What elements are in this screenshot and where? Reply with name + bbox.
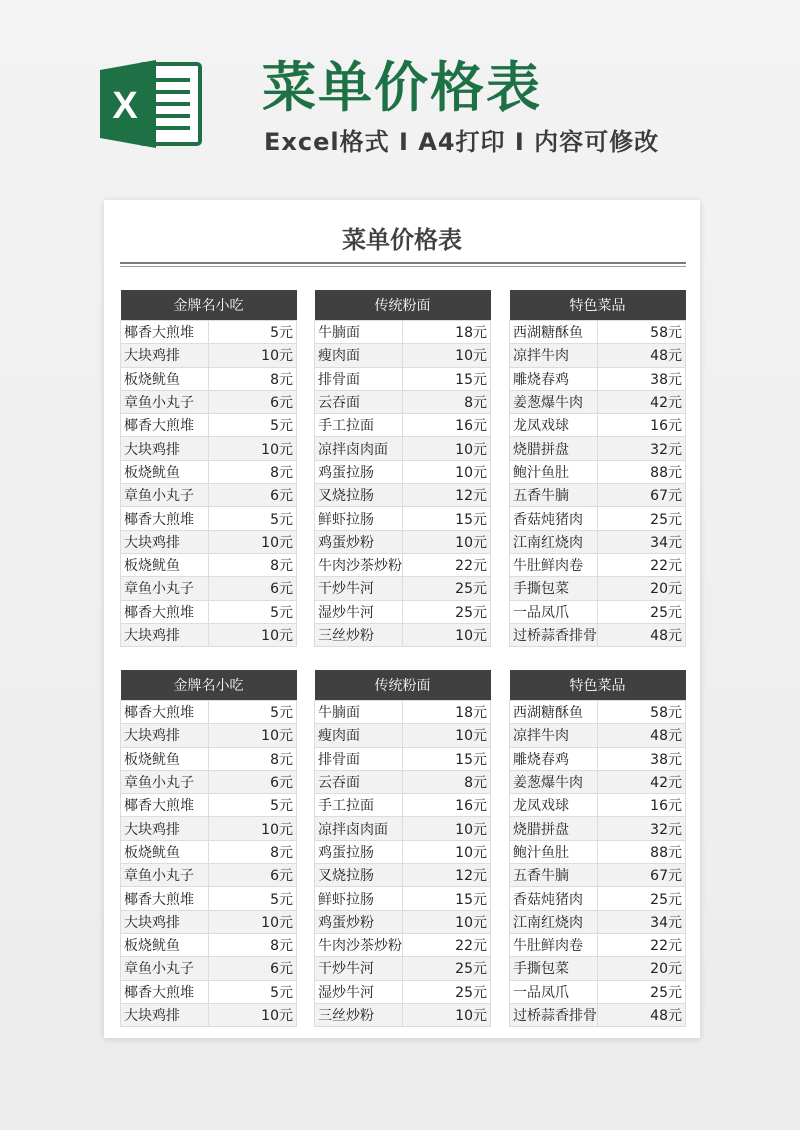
dish-price: 5元 [209,701,297,724]
dish-price: 16元 [403,794,491,817]
table-row [121,577,297,600]
dish-price: 25元 [598,887,686,910]
dish-price: 16元 [598,794,686,817]
dish-price: 10元 [209,910,297,933]
dish-price: 6元 [209,770,297,793]
table-row [510,887,686,910]
dish-price: 10元 [403,1003,491,1026]
table-row [510,957,686,980]
dish-price: 15元 [403,367,491,390]
dish-price: 18元 [403,321,491,344]
dish-price: 42元 [598,390,686,413]
title-divider [120,266,686,267]
table-header: 传统粉面 [315,290,491,321]
dish-name: 龙凤戏球 [510,414,598,437]
dish-name: 椰香大煎堆 [121,794,209,817]
dish-price: 10元 [403,910,491,933]
dish-name: 叉烧拉肠 [315,864,403,887]
dish-price: 32元 [598,437,686,460]
dish-name: 过桥蒜香排骨 [510,623,598,646]
table-row [510,484,686,507]
table-row [315,577,491,600]
dish-price: 25元 [403,957,491,980]
table-row [315,701,491,724]
dish-price: 20元 [598,957,686,980]
table-header: 金牌名小吃 [121,290,297,321]
dish-price: 10元 [403,530,491,553]
dish-name: 鲜虾拉肠 [315,507,403,530]
dish-name: 雕烧春鸡 [510,747,598,770]
dish-name: 龙凤戏球 [510,794,598,817]
table-row [121,600,297,623]
table-row [121,747,297,770]
title-divider [120,262,686,264]
table-row [315,747,491,770]
table-row [510,770,686,793]
dish-price: 15元 [403,747,491,770]
table-row [121,980,297,1003]
dish-price: 10元 [403,817,491,840]
page-title: 菜单价格表 [262,56,542,119]
dish-name: 章鱼小丸子 [121,484,209,507]
dish-name: 西湖糖酥鱼 [510,701,598,724]
table-row [510,437,686,460]
dish-price: 8元 [209,933,297,956]
table-row [510,553,686,576]
dish-price: 12元 [403,484,491,507]
document-sheet [104,200,700,1038]
dish-name: 大块鸡排 [121,817,209,840]
table-row [510,980,686,1003]
dish-price: 48元 [598,724,686,747]
dish-name: 江南红烧肉 [510,910,598,933]
document-title: 菜单价格表 [342,226,462,254]
dish-price: 10元 [403,840,491,863]
table-row [315,770,491,793]
dish-name: 五香牛腩 [510,864,598,887]
dish-name: 椰香大煎堆 [121,321,209,344]
dish-name: 姜葱爆牛肉 [510,770,598,793]
dish-price: 10元 [403,460,491,483]
dish-name: 过桥蒜香排骨 [510,1003,598,1026]
dish-price: 6元 [209,864,297,887]
menu-table [120,290,297,647]
table-row [510,933,686,956]
dish-price: 10元 [209,437,297,460]
dish-name: 五香牛腩 [510,484,598,507]
dish-price: 8元 [209,553,297,576]
table-row [121,887,297,910]
dish-name: 牛肚鲜肉卷 [510,933,598,956]
dish-price: 25元 [403,600,491,623]
table-row [315,390,491,413]
dish-price: 88元 [598,840,686,863]
table-row [315,957,491,980]
dish-price: 10元 [209,344,297,367]
dish-price: 16元 [598,414,686,437]
table-row [510,864,686,887]
table-row [121,794,297,817]
table-row [121,507,297,530]
table-row [121,437,297,460]
dish-price: 5元 [209,794,297,817]
dish-name: 一品凤爪 [510,980,598,1003]
table-row [315,864,491,887]
dish-price: 25元 [598,980,686,1003]
dish-name: 鸡蛋炒粉 [315,910,403,933]
dish-price: 67元 [598,864,686,887]
dish-name: 大块鸡排 [121,724,209,747]
dish-name: 大块鸡排 [121,530,209,553]
table-row [510,344,686,367]
dish-price: 67元 [598,484,686,507]
dish-name: 雕烧春鸡 [510,367,598,390]
table-row [121,460,297,483]
dish-name: 干炒牛河 [315,957,403,980]
dish-price: 22元 [598,933,686,956]
dish-name: 叉烧拉肠 [315,484,403,507]
dish-name: 瘦肉面 [315,724,403,747]
table-row [315,623,491,646]
menu-table [509,290,686,647]
dish-name: 椰香大煎堆 [121,980,209,1003]
dish-name: 板烧鱿鱼 [121,933,209,956]
dish-price: 18元 [403,701,491,724]
dish-price: 34元 [598,530,686,553]
dish-name: 姜葱爆牛肉 [510,390,598,413]
dish-price: 25元 [598,507,686,530]
dish-name: 章鱼小丸子 [121,957,209,980]
dish-name: 鸡蛋拉肠 [315,840,403,863]
dish-price: 10元 [209,724,297,747]
dish-name: 牛肉沙茶炒粉 [315,933,403,956]
table-row [315,437,491,460]
table-row [121,1003,297,1026]
dish-name: 香菇炖猪肉 [510,507,598,530]
dish-name: 大块鸡排 [121,910,209,933]
table-row [315,817,491,840]
dish-price: 5元 [209,507,297,530]
table-row [510,817,686,840]
dish-name: 章鱼小丸子 [121,390,209,413]
dish-name: 云吞面 [315,770,403,793]
page-subtitle: Excel格式 I A4打印 I 内容可修改 [264,128,660,156]
dish-price: 22元 [598,553,686,576]
dish-price: 10元 [209,817,297,840]
table-row [510,623,686,646]
table-row [121,623,297,646]
dish-price: 8元 [403,390,491,413]
dish-price: 22元 [403,553,491,576]
table-row [121,530,297,553]
dish-price: 48元 [598,623,686,646]
dish-price: 10元 [403,437,491,460]
table-row [510,910,686,933]
dish-price: 48元 [598,1003,686,1026]
dish-name: 椰香大煎堆 [121,701,209,724]
dish-price: 42元 [598,770,686,793]
table-row [121,390,297,413]
dish-price: 58元 [598,701,686,724]
table-row [510,840,686,863]
table-row [315,840,491,863]
dish-name: 手撕包菜 [510,577,598,600]
table-row [121,910,297,933]
table-row [510,507,686,530]
dish-price: 10元 [403,344,491,367]
table-row [510,724,686,747]
dish-price: 10元 [403,724,491,747]
dish-name: 椰香大煎堆 [121,414,209,437]
table-row [315,1003,491,1026]
dish-price: 5元 [209,321,297,344]
dish-name: 章鱼小丸子 [121,770,209,793]
menu-table [509,670,686,1027]
dish-name: 凉拌卤肉面 [315,817,403,840]
svg-text:X: X [112,85,138,127]
table-row [121,344,297,367]
dish-price: 10元 [403,623,491,646]
dish-price: 25元 [403,980,491,1003]
table-header: 金牌名小吃 [121,670,297,701]
table-row [315,484,491,507]
dish-name: 鸡蛋拉肠 [315,460,403,483]
table-row [315,321,491,344]
dish-name: 三丝炒粉 [315,623,403,646]
dish-price: 58元 [598,321,686,344]
table-row [121,770,297,793]
table-row [121,724,297,747]
dish-name: 排骨面 [315,367,403,390]
dish-name: 云吞面 [315,390,403,413]
dish-name: 板烧鱿鱼 [121,747,209,770]
dish-name: 湿炒牛河 [315,980,403,1003]
dish-price: 5元 [209,980,297,1003]
table-row [121,484,297,507]
dish-name: 椰香大煎堆 [121,507,209,530]
dish-price: 8元 [209,840,297,863]
dish-name: 牛肚鲜肉卷 [510,553,598,576]
table-row [510,367,686,390]
dish-name: 鲍汁鱼肚 [510,460,598,483]
dish-name: 鲍汁鱼肚 [510,840,598,863]
dish-name: 凉拌卤肉面 [315,437,403,460]
dish-price: 5元 [209,600,297,623]
table-row [510,747,686,770]
dish-name: 凉拌牛肉 [510,344,598,367]
table-row [510,530,686,553]
dish-price: 38元 [598,747,686,770]
dish-name: 板烧鱿鱼 [121,367,209,390]
dish-name: 鸡蛋炒粉 [315,530,403,553]
table-row [315,460,491,483]
dish-name: 干炒牛河 [315,577,403,600]
dish-name: 排骨面 [315,747,403,770]
dish-name: 板烧鱿鱼 [121,553,209,576]
dish-name: 江南红烧肉 [510,530,598,553]
dish-price: 25元 [403,577,491,600]
dish-price: 5元 [209,414,297,437]
dish-price: 15元 [403,887,491,910]
table-row [315,724,491,747]
table-header: 特色菜品 [510,290,686,321]
table-row [315,794,491,817]
table-row [121,817,297,840]
dish-price: 38元 [598,367,686,390]
table-header: 传统粉面 [315,670,491,701]
table-row [315,530,491,553]
table-row [510,390,686,413]
menu-table [314,670,491,1027]
dish-name: 章鱼小丸子 [121,577,209,600]
dish-name: 板烧鱿鱼 [121,840,209,863]
table-row [510,321,686,344]
dish-price: 10元 [209,1003,297,1026]
page-header [0,0,800,190]
table-row [121,864,297,887]
table-row [121,957,297,980]
table-row [510,1003,686,1026]
table-row [315,507,491,530]
table-row [121,553,297,576]
dish-price: 8元 [403,770,491,793]
dish-name: 牛腩面 [315,701,403,724]
dish-name: 凉拌牛肉 [510,724,598,747]
dish-name: 牛腩面 [315,321,403,344]
table-row [121,840,297,863]
table-row [510,794,686,817]
dish-name: 手工拉面 [315,794,403,817]
dish-name: 大块鸡排 [121,437,209,460]
dish-price: 10元 [209,623,297,646]
table-row [315,887,491,910]
dish-name: 椰香大煎堆 [121,887,209,910]
dish-price: 32元 [598,817,686,840]
dish-name: 椰香大煎堆 [121,600,209,623]
dish-name: 板烧鱿鱼 [121,460,209,483]
dish-price: 25元 [598,600,686,623]
dish-price: 8元 [209,747,297,770]
dish-price: 15元 [403,507,491,530]
table-row [315,910,491,933]
table-row [121,414,297,437]
dish-name: 烧腊拼盘 [510,437,598,460]
dish-price: 5元 [209,887,297,910]
menu-table [314,290,491,647]
table-row [121,367,297,390]
dish-price: 20元 [598,577,686,600]
table-row [315,600,491,623]
dish-name: 章鱼小丸子 [121,864,209,887]
excel-logo-icon [100,58,210,150]
table-row [121,933,297,956]
dish-price: 6元 [209,484,297,507]
table-row [510,701,686,724]
dish-name: 一品凤爪 [510,600,598,623]
dish-price: 6元 [209,577,297,600]
table-row [510,577,686,600]
dish-price: 6元 [209,390,297,413]
table-row [121,321,297,344]
dish-name: 烧腊拼盘 [510,817,598,840]
table-row [315,367,491,390]
dish-name: 牛肉沙茶炒粉 [315,553,403,576]
dish-name: 大块鸡排 [121,1003,209,1026]
table-row [510,600,686,623]
menu-table [120,670,297,1027]
table-row [315,344,491,367]
table-row [510,414,686,437]
dish-name: 大块鸡排 [121,623,209,646]
table-row [315,414,491,437]
dish-price: 88元 [598,460,686,483]
dish-price: 22元 [403,933,491,956]
dish-price: 8元 [209,367,297,390]
dish-price: 16元 [403,414,491,437]
dish-price: 34元 [598,910,686,933]
table-row [315,553,491,576]
dish-name: 香菇炖猪肉 [510,887,598,910]
dish-name: 鲜虾拉肠 [315,887,403,910]
dish-price: 8元 [209,460,297,483]
table-row [315,980,491,1003]
dish-price: 48元 [598,344,686,367]
dish-name: 大块鸡排 [121,344,209,367]
dish-price: 10元 [209,530,297,553]
dish-name: 三丝炒粉 [315,1003,403,1026]
dish-price: 6元 [209,957,297,980]
dish-name: 湿炒牛河 [315,600,403,623]
table-row [121,701,297,724]
table-row [315,933,491,956]
dish-name: 西湖糖酥鱼 [510,321,598,344]
dish-price: 12元 [403,864,491,887]
table-header: 特色菜品 [510,670,686,701]
dish-name: 手撕包菜 [510,957,598,980]
dish-name: 手工拉面 [315,414,403,437]
table-row [510,460,686,483]
dish-name: 瘦肉面 [315,344,403,367]
